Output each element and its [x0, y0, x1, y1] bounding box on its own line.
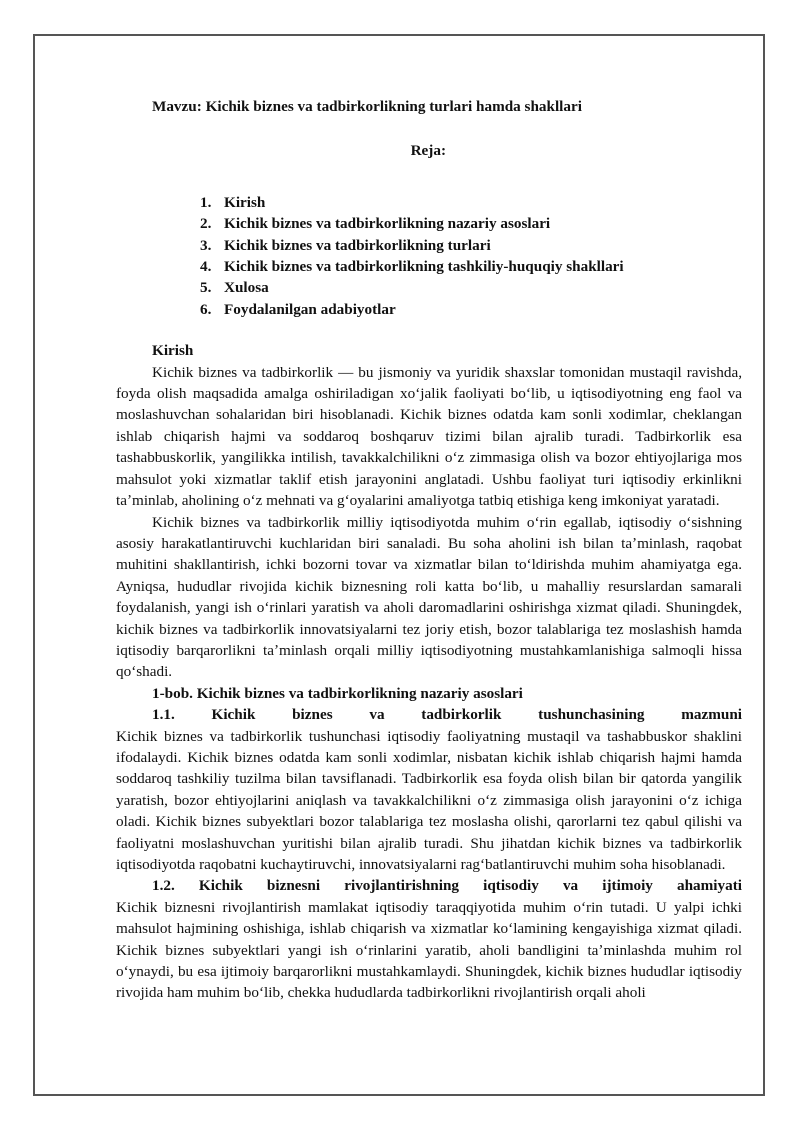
- plan-item: 2. Kichik biznes va tadbirkorlikning nazariy asoslari: [200, 215, 551, 233]
- intro-heading: Kirish: [152, 342, 194, 360]
- section-paragraph: Kichik biznesni rivojlantirish mamlakat iqtisodiy taraqqiyotida muhim oʻrin tutadi. U yalpi ichki mahsulot hajmining oshishiga, ishlab chiqarish va xizmatlar koʻlamining kengayishiga xizmat qiladi. Kichik biznes subyektlari yangi ish oʻrinlarini yaratib, aholi bandligini taʼminlashda muhim rol oʻynaydi, bu esa ijtimoiy barqarorlikni mustahkamlaydi. Shuningdek, kichik biznes hududlar iqtisodiy rivojida ham muhim boʻlib, chekka hududlarda tadbirkorlikni rivojlantirish orqali aholi: [116, 898, 742, 1002]
- plan-item: 3. Kichik biznes va tadbirkorlikning turlari: [200, 236, 491, 254]
- plan-list: [116, 192, 742, 320]
- intro-paragraph: Kichik biznes va tadbirkorlik milliy iqtisodiyotda muhim oʻrin egallab, iqtisodiy oʻsishning asosiy harakatlantiruvchi kuchlaridan biri sanaladi. Bu soha aholini ish bilan taʼminlash, raqobat muhitini shakllantirish, ichki bozorni tovar va xizmatlar bilan toʻldirishda muhim ahamiyatga ega. Ayniqsa, hududlar rivojida kichik biznesning roli katta boʻlib, u mahalliy resurslardan samarali foydalanish, yangi ish oʻrinlari yaratish va aholi daromadlarini oshirishga xizmat qiladi. Shuningdek, kichik biznes va tadbirkorlik innovatsiyalarni tez joriy etish, bozor talablariga tez moslashish hamda iqtisodiy barqarorlikni taʼminlash orqali milliy iqtisodiyotning mustahkamlanishiga salmoqli hissa qoʻshadi.: [116, 513, 742, 681]
- document-body: [116, 96, 742, 1004]
- plan-item: 6. Foydalanilgan adabiyotlar: [200, 300, 396, 318]
- plan-item: 1. Kirish: [200, 193, 266, 211]
- intro-paragraph: Kichik biznes va tadbirkorlik — bu jismoniy va yuridik shaxslar tomonidan mustaqil ravishda, foyda olish maqsadida amalga oshiriladigan xoʻjalik faoliyati boʻlib, u iqtisodiyotning eng faol va moslashuvchan sohalaridan biri hisoblanadi. Kichik biznes odatda kam sonli xodimlar, cheklangan ishlab chiqarish hajmi va soddaroq boshqaruv tizimi bilan ajralib turadi. Tadbirkorlik esa tashabbuskorlik, yangilikka intilish, tavakkalchilikni oʻz zimmasiga olish va bozor ehtiyojlariga mos mahsulot yoki xizmatlar taklif etish jarayonini anglatadi. Ushbu faoliyat turi iqtisodiy erkinlikni taʼminlab, aholining oʻz mehnati va gʻoyalarini amaliyotga tatbiq etishiga keng imkoniyat yaratadi.: [116, 363, 742, 510]
- document-topic: Mavzu: Kichik biznes va tadbirkorlikning turlari hamda shakllari: [152, 98, 582, 115]
- chapter-heading: 1-bob. Kichik biznes va tadbirkorlikning nazariy asoslari: [152, 684, 523, 702]
- section-heading: 1.1. Kichik biznes va tadbirkorlik tushunchasining mazmuni: [152, 706, 742, 724]
- plan-item: 4. Kichik biznes va tadbirkorlikning tashkiliy-huquqiy shakllari: [200, 258, 624, 276]
- plan-item: 5. Xulosa: [200, 279, 269, 297]
- plan-heading: Reja:: [410, 142, 446, 160]
- section-heading: 1.2. Kichik biznesni rivojlantirishning iqtisodiy va ijtimoiy ahamiyati: [152, 877, 742, 895]
- section-paragraph: Kichik biznes va tadbirkorlik tushunchasi iqtisodiy faoliyatning mustaqil va tashabbuskor shaklini ifodalaydi. Kichik biznes odatda kam sonli xodimlar, nisbatan kichik ishlab chiqarish hajmi hamda soddaroq tashkiliy tuzilma bilan tavsiflanadi. Tadbirkorlik esa foyda olish bilan bir qatorda yangilik yaratish, bozor ehtiyojlarini aniqlash va tavakkalchilikni oʻz zimmasiga olish jarayonini oʻz ichiga oladi. Kichik biznes subyektlari bozor talablariga tez moslasha olishi, qarorlarni tez qabul qilishi va faoliyatni moslashuvchan yuritishi bilan ajralib turadi. Shu jihatdan kichik biznes va tadbirkorlik iqtisodiyotda raqobatni kuchaytiruvchi, innovatsiyalarni ragʻbatlantiruvchi muhim soha hisoblanadi.: [116, 727, 742, 873]
